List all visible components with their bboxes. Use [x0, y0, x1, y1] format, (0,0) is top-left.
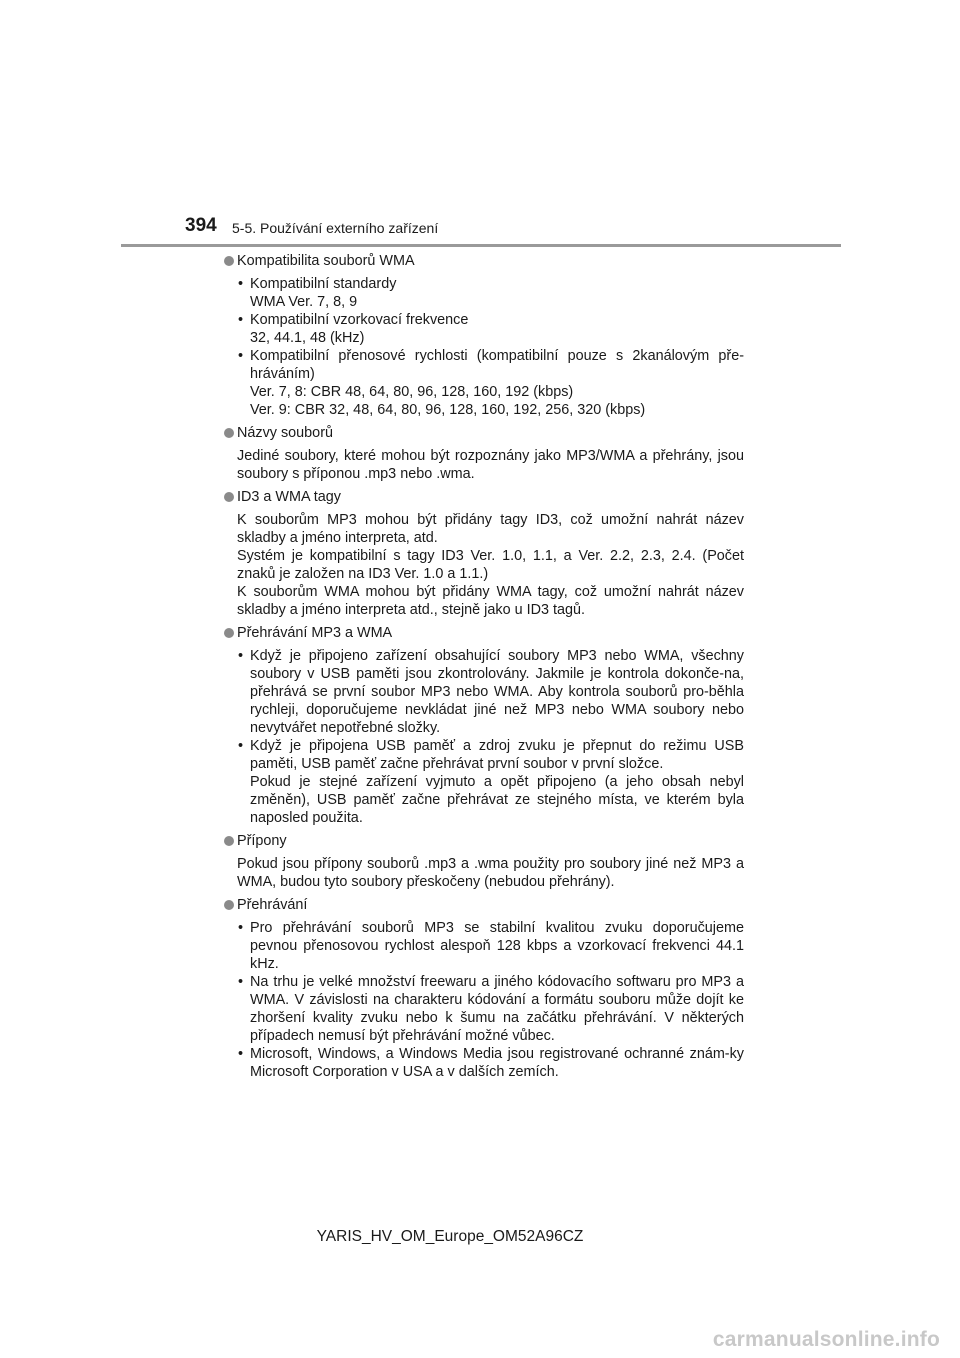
bullet-list — [237, 275, 744, 419]
bullet-item: • Kompatibilní standardy WMA Ver. 7, 8, 9 — [237, 275, 744, 311]
section-heading-text: Kompatibilita souborů WMA — [237, 253, 415, 269]
bullet-circle-icon — [224, 256, 234, 266]
section-heading-text: ID3 a WMA tagy — [237, 489, 341, 505]
section-heading-text: Názvy souborů — [237, 425, 333, 441]
bullet-item: • Kompatibilní vzorkovací frekvence 32, 44.1, 48 (kHz) — [237, 311, 744, 347]
section-heading-text: Přehrávání — [237, 897, 308, 913]
section-paragraph: K souborům MP3 mohou být přidány tagy ID3, což umožní nahrát název skladby a jméno interpreta, atd. Systém je kompatibilní s tagy ID3 Ver. 1.0, 1.1, a Ver. 2.2, 2.3, 2.4. (Počet znaků je založen na ID3 Ver. 1.0 a 1.1.) K souborům WMA mohou být přidány WMA tagy, což umožní nahrát název skladby a jméno interpreta atd., stejně jako u ID3 tagů. — [237, 512, 744, 618]
bullet-circle-icon — [224, 428, 234, 438]
bullet-item: • Když je připojena USB paměť a zdroj zvuku je přepnut do režimu USB paměti, USB paměť začne přehrávat první soubor v první složce. Pokud je stejné zařízení vyjmuto a opět připojeno (a jeho obsah nebyl změněn), USB paměť začne přehrávat ze stejného místa, ve kterém byla naposled použita. — [237, 737, 744, 827]
section-title: 5-5. Používání externího zařízení — [232, 220, 439, 236]
bullet-item: • Microsoft, Windows, a Windows Media jsou registrované ochranné znám-ky Microsoft Corporation v USA a v dalších zemích. — [237, 1045, 744, 1081]
document-code-footer: YARIS_HV_OM_Europe_OM52A96CZ — [316, 1228, 584, 1245]
section-paragraph: Jediné soubory, které mohou být rozpoznány jako MP3/WMA a přehrány, jsou soubory s příponou .mp3 nebo .wma. — [237, 448, 744, 482]
section-heading — [224, 252, 744, 270]
bullet-item: • Když je připojeno zařízení obsahující soubory MP3 nebo WMA, všechny soubory v USB paměti jsou zkontrolovány. Jakmile je kontrola dokonče-na, přehrává se první soubor MP3 nebo WMA. Aby kontrola souborů pro-běhla rychleji, doporučujeme nevkládat jiné než MP3 nebo WMA soubory nebo nevytvářet nepotřebné složky. — [237, 647, 744, 737]
bullet-list — [237, 647, 744, 827]
section-heading-text: Přípony — [237, 833, 287, 849]
section-heading — [224, 488, 744, 506]
site-watermark: carmanualsonline.info — [712, 1328, 940, 1351]
section-paragraph: Pokud jsou přípony souborů .mp3 a .wma použity pro soubory jiné než MP3 a WMA, budou tyto soubory přeskočeny (nebudou přehrány). — [237, 856, 744, 890]
section-heading-text: Přehrávání MP3 a WMA — [237, 625, 393, 641]
section-heading — [224, 624, 744, 642]
page-number: 394 — [185, 215, 217, 236]
section-heading — [224, 832, 744, 850]
section-heading — [224, 424, 744, 442]
bullet-item: • Na trhu je velké množství freewaru a jiného kódovacího softwaru pro MP3 a WMA. V závislosti na charakteru kódování a formátu souboru může dojít ke zhoršení kvality zvuku nebo k šumu na začátku přehrávání. V některých případech nemusí být přehrávání možné vůbec. — [237, 973, 744, 1045]
page-content — [224, 252, 744, 1081]
section-heading — [224, 896, 744, 914]
bullet-list — [237, 919, 744, 1081]
bullet-item: • Pro přehrávání souborů MP3 se stabilní kvalitou zvuku doporučujeme pevnou přenosovou rychlost alespoň 128 kbps a vzorkovací frekvenci 44.1 kHz. — [237, 919, 744, 973]
bullet-circle-icon — [224, 628, 234, 638]
bullet-circle-icon — [224, 900, 234, 910]
header-divider — [121, 244, 841, 247]
bullet-circle-icon — [224, 836, 234, 846]
bullet-item: • Kompatibilní přenosové rychlosti (kompatibilní pouze s 2kanálovým pře-hráváním) Ver. 7, 8: CBR 48, 64, 80, 96, 128, 160, 192 (kbps) Ver. 9: CBR 32, 48, 64, 80, 96, 128, 160, 192, 256, 320 (kbps) — [237, 347, 744, 419]
bullet-circle-icon — [224, 492, 234, 502]
